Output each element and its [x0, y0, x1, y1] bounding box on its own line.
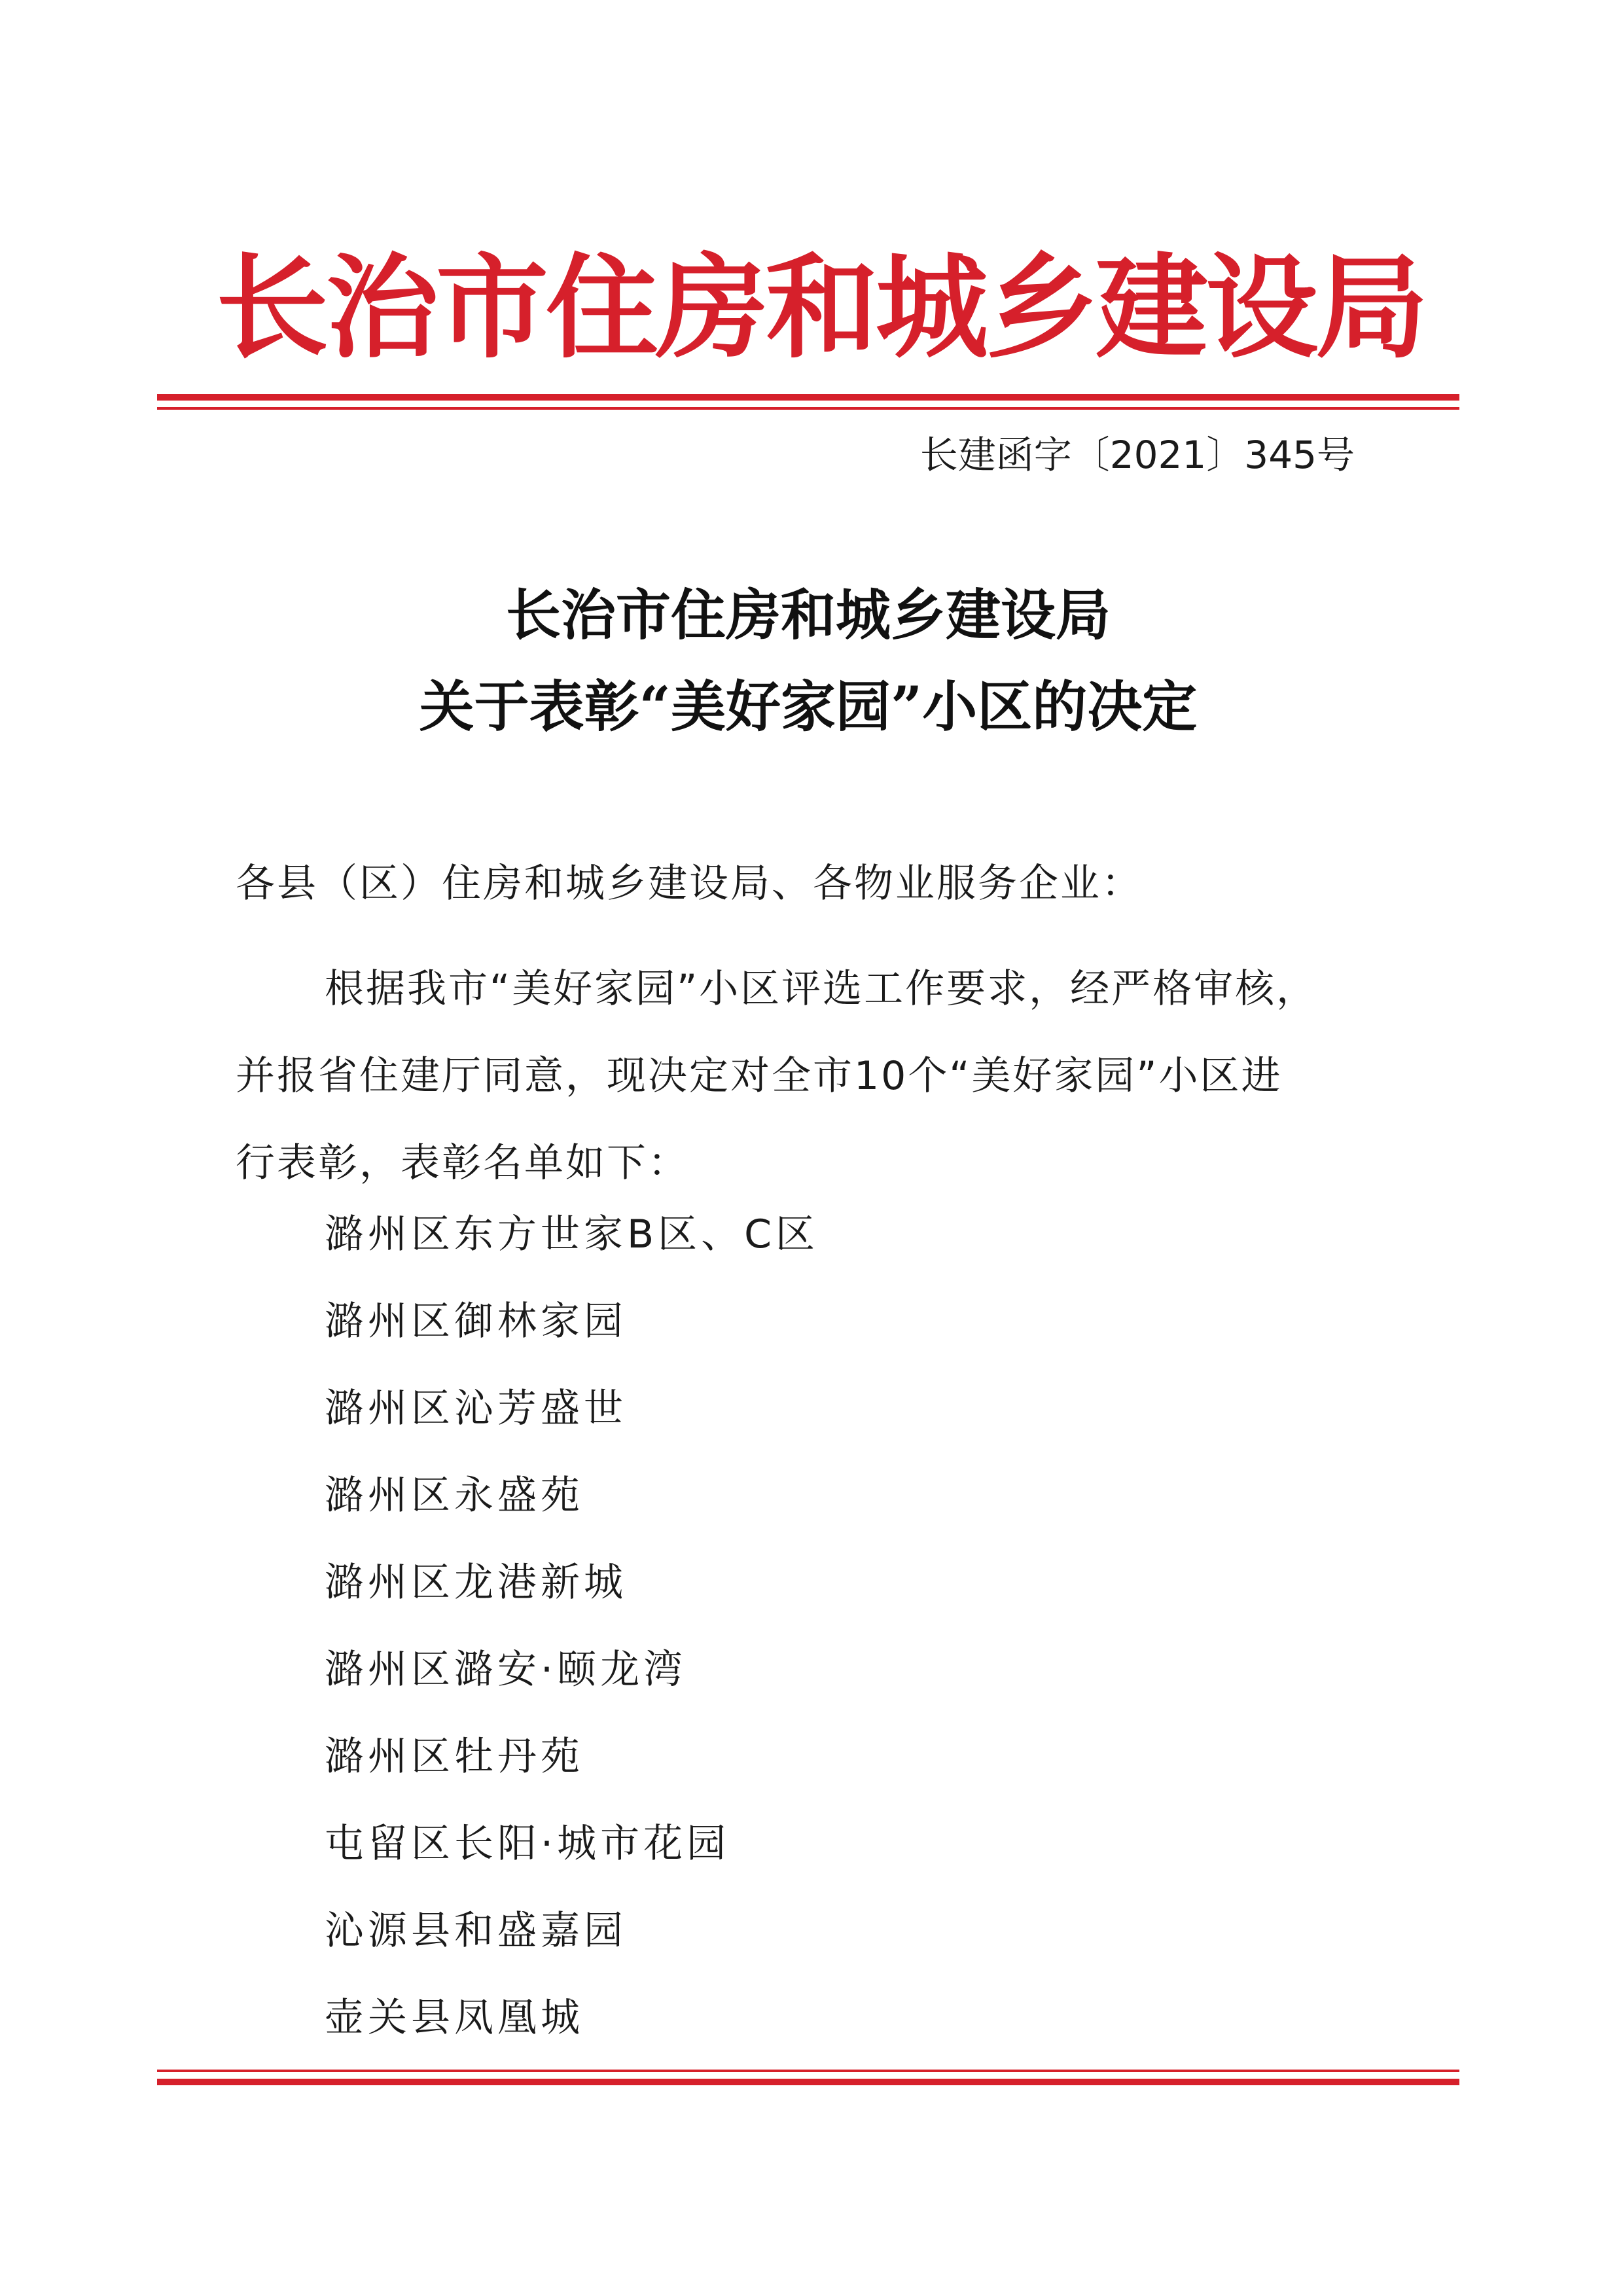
header-divider-thin [157, 407, 1459, 410]
body-paragraph [236, 946, 1374, 1207]
organization-header [216, 241, 1428, 374]
org-header-char: 乡 [986, 241, 1098, 374]
org-header-char: 市 [436, 241, 548, 374]
salutation: 各县（区）住房和城乡建设局、各物业服务企业： [236, 861, 1143, 906]
org-header-char: 长 [216, 241, 329, 374]
org-header-char: 城 [876, 241, 988, 374]
document-number: 长建函字〔2021〕345号 [919, 433, 1355, 477]
list-item: 潞州区御林家园 [325, 1299, 627, 1344]
list-item: 潞州区东方世家B区、C区 [325, 1211, 819, 1257]
commended-community-list [325, 1208, 819, 2079]
list-item: 屯留区长阳·城市花园 [325, 1821, 730, 1867]
list-item: 潞州区沁芳盛世 [325, 1386, 627, 1431]
list-item: 潞州区永盛苑 [325, 1473, 584, 1518]
org-header-char: 治 [326, 241, 438, 374]
list-item: 沁源县和盛嘉园 [325, 1908, 627, 1954]
paragraph-line: 行表彰，表彰名单如下： [236, 1140, 689, 1186]
org-header-char: 局 [1315, 241, 1428, 374]
paragraph-line: 并报省住建厅同意，现决定对全市10个“美好家园”小区进 [236, 1053, 1283, 1099]
list-item: 潞州区牡丹苑 [325, 1734, 584, 1780]
header-divider-thick [157, 394, 1459, 401]
document-title-line-2: 关于表彰“美好家园”小区的决定 [419, 674, 1198, 739]
org-header-char: 住 [546, 241, 658, 374]
org-header-char: 设 [1205, 241, 1318, 374]
list-item: 壶关县凤凰城 [325, 1995, 584, 2041]
paragraph-line: 根据我市“美好家园”小区评选工作要求，经严格审核， [325, 966, 1318, 1012]
list-item: 潞州区潞安·颐龙湾 [325, 1647, 687, 1693]
footer-divider-thick [157, 2079, 1459, 2085]
org-header-char: 和 [766, 241, 878, 374]
document-title-line-1: 长治市住房和城乡建设局 [505, 583, 1111, 647]
org-header-char: 建 [1096, 241, 1208, 374]
footer-divider-thin [157, 2070, 1459, 2072]
list-item: 潞州区龙港新城 [325, 1560, 627, 1605]
org-header-char: 房 [656, 241, 768, 374]
